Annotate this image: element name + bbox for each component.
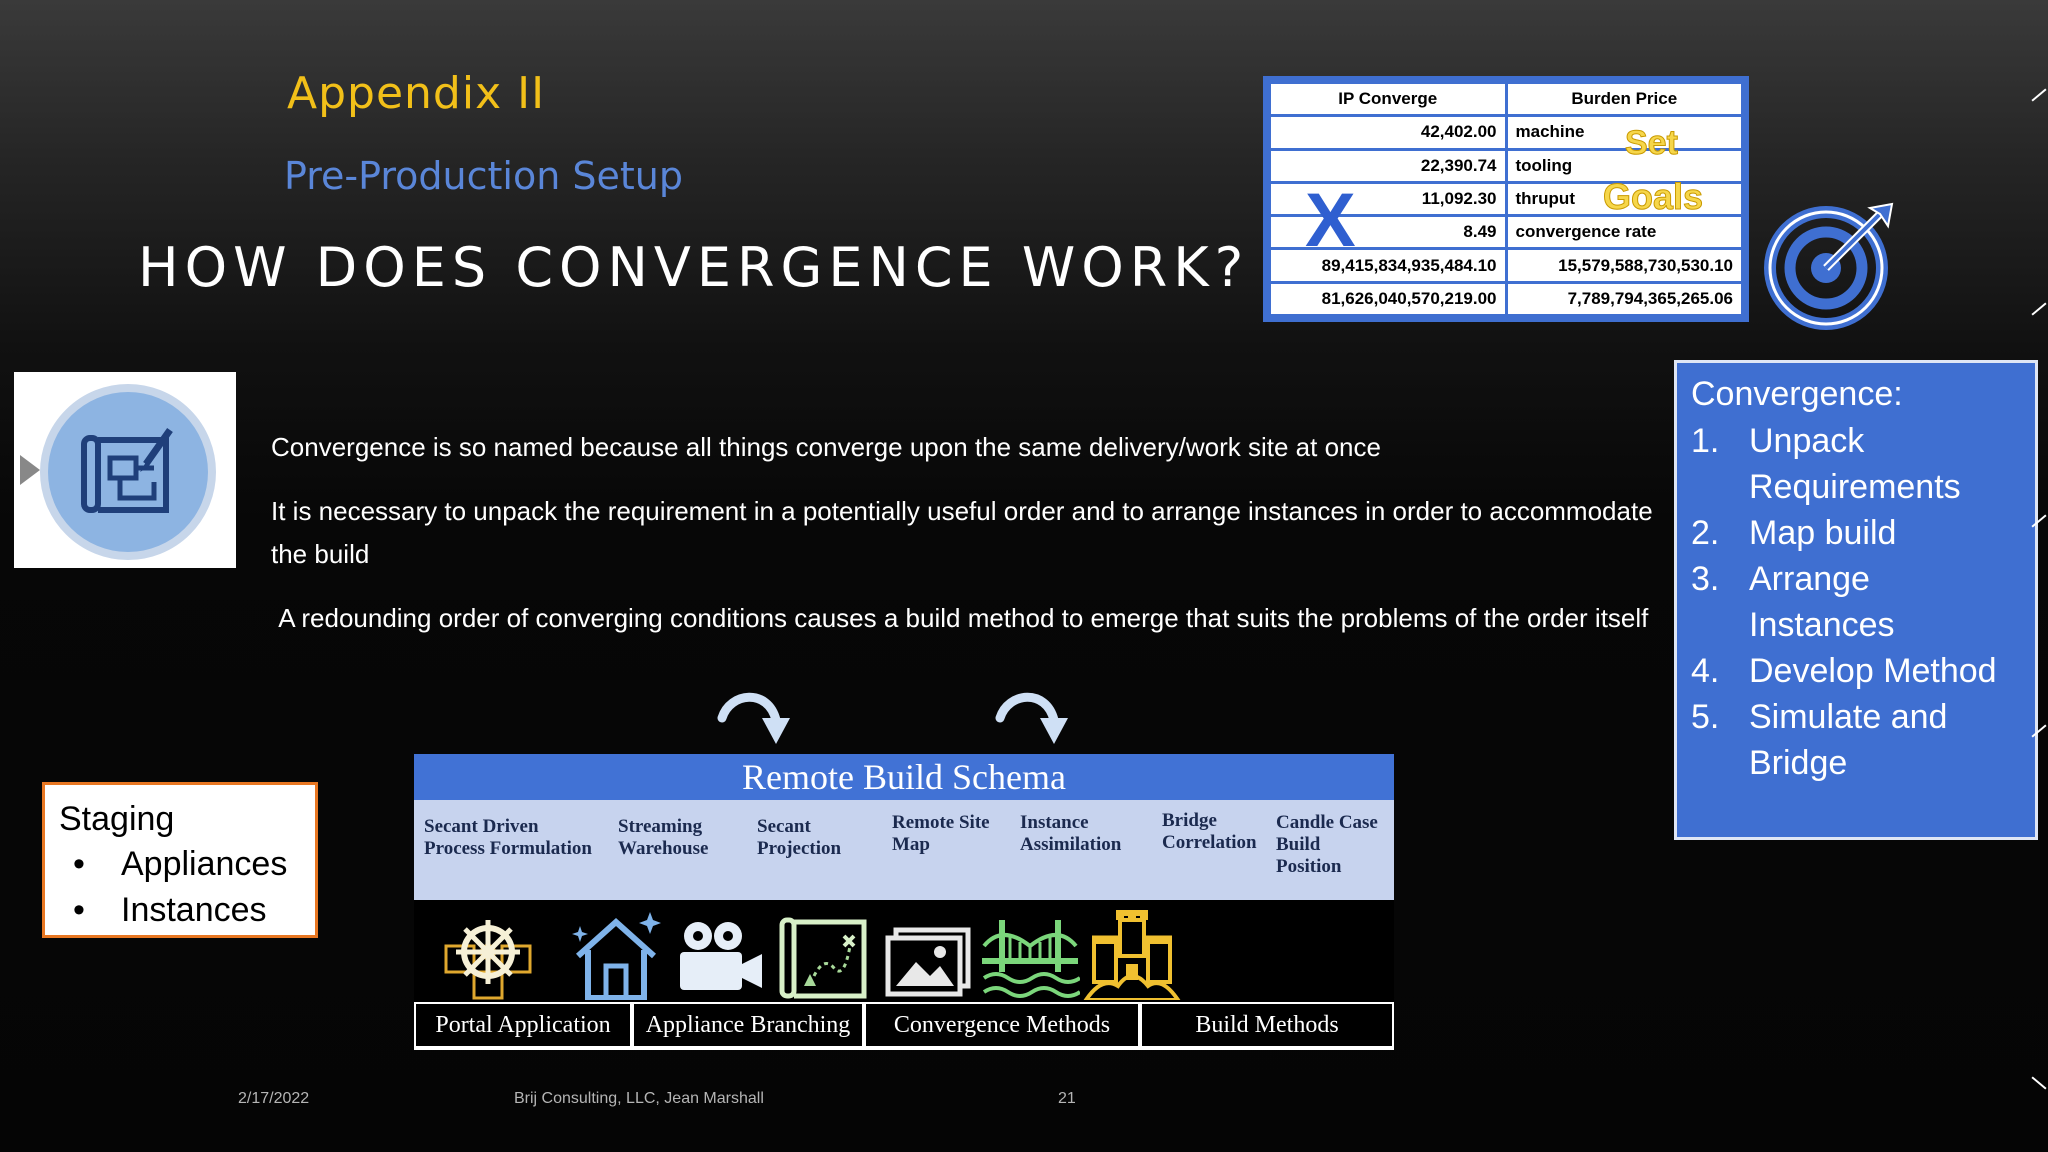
table-cell: convergence rate (1506, 216, 1743, 249)
table-cell: machine (1506, 116, 1743, 149)
footer-author: Brij Consulting, LLC, Jean Marshall (514, 1090, 764, 1107)
list-line: Instances (1749, 606, 1895, 644)
table-cell: 42,402.00 (1270, 116, 1507, 149)
remote-build-schema (414, 754, 1394, 1048)
list-text: Appliances (121, 845, 288, 883)
picture-icon (878, 906, 978, 1006)
list-item (1691, 694, 2021, 786)
staging-title: Staging (59, 800, 175, 838)
bridge-icon (980, 906, 1080, 1006)
table-cell: 7,789,794,365,265.06 (1506, 282, 1743, 315)
table-cell: 89,415,834,935,484.10 (1270, 249, 1507, 282)
list-line: Requirements (1749, 468, 1961, 506)
table-cell: 22,390.74 (1270, 149, 1507, 182)
table-cell: thruput (1506, 182, 1743, 215)
list-item (1691, 510, 2021, 556)
goals-overlay: Goals (1603, 176, 1704, 217)
set-overlay: Set (1625, 124, 1678, 162)
castle-icon (1082, 906, 1182, 1006)
blueprint-icon (74, 418, 184, 528)
staging-list (59, 841, 301, 933)
schema-label: Remote Site Map (892, 812, 990, 855)
target-icon (1760, 196, 1900, 336)
list-item (1691, 418, 2021, 510)
schema-footer-segment: Appliance Branching (634, 1004, 862, 1046)
schema-label: Secant Projection (757, 816, 842, 859)
schema-label: Instance Assimilation (1020, 812, 1122, 855)
list-line: Bridge (1749, 744, 1848, 782)
play-arrow-icon[interactable] (20, 455, 40, 485)
schema-label: Candle Case Build Position (1276, 812, 1378, 877)
table-cell: 11,092.30 (1270, 182, 1507, 215)
schema-labels (414, 800, 1394, 900)
list-item (73, 887, 301, 933)
list-number: 3. (1691, 560, 1720, 598)
convergence-steps-box (1674, 360, 2038, 840)
list-item (1691, 648, 2021, 694)
convergence-list (1691, 418, 2021, 786)
schema-footer-segment: Convergence Methods (866, 1004, 1138, 1046)
house-icon (566, 906, 666, 1006)
bullet-icon: • (73, 845, 85, 883)
list-text: Instances (121, 891, 267, 929)
list-line: Simulate and (1749, 698, 1948, 736)
convergence-title: Convergence: (1691, 375, 1903, 413)
schema-label: Bridge Correlation (1162, 810, 1257, 853)
list-text (1749, 418, 1961, 510)
schema-title: Remote Build Schema (414, 754, 1394, 800)
schema-footer-segment: Portal Application (416, 1004, 630, 1046)
curved-arrow-icon (994, 684, 1074, 748)
list-text (1749, 694, 1947, 786)
paragraph: It is necessary to unpack the requirement in a potentially useful order and to arrange instances in order to accommodate the build (271, 496, 1653, 569)
table-header: IP Converge (1270, 83, 1507, 116)
footer-date: 2/17/2022 (238, 1090, 310, 1107)
helm-icon (438, 906, 538, 1006)
table-cell: tooling (1506, 149, 1743, 182)
schema-icons (414, 900, 1394, 1012)
schema-label: Streaming Warehouse (618, 816, 709, 859)
footer-page-number: 21 (1058, 1090, 1076, 1107)
list-line: Arrange (1749, 560, 1870, 598)
camera-icon (670, 906, 770, 1006)
paragraph: Convergence is so named because all things converge upon the same delivery/work site at once (271, 432, 1381, 462)
list-number: 2. (1691, 514, 1720, 552)
list-number: 1. (1691, 422, 1720, 460)
table-cell: 81,626,040,570,219.00 (1270, 282, 1507, 315)
list-text: Develop Method (1749, 652, 1997, 690)
schema-footer-segment: Build Methods (1142, 1004, 1392, 1046)
list-text (1749, 556, 1895, 648)
table-header: Burden Price (1506, 83, 1743, 116)
list-text: Map build (1749, 514, 1897, 552)
schema-label: Secant Driven Process Formulation (424, 816, 592, 859)
curved-arrow-icon (716, 684, 796, 748)
list-item (73, 841, 301, 887)
table-cell: 15,579,588,730,530.10 (1506, 249, 1743, 282)
slide-subtitle: Pre-Production Setup (284, 154, 683, 198)
slide-title: HOW DOES CONVERGENCE WORK? (138, 236, 1250, 299)
staging-box (42, 782, 318, 938)
table-cell: 8.49 (1270, 216, 1507, 249)
schema-footer (414, 1000, 1394, 1050)
bullet-icon: • (73, 891, 85, 929)
list-line: Unpack (1749, 422, 1865, 460)
list-item (1691, 556, 2021, 648)
list-number: 4. (1691, 652, 1720, 690)
appendix-label: Appendix II (287, 68, 546, 119)
paragraph: A redounding order of converging conditions causes a build method to emerge that suits the problems of the order itself (271, 603, 1649, 633)
map-icon (774, 906, 874, 1006)
list-number: 5. (1691, 698, 1720, 736)
x-overlay: X (1305, 178, 1356, 263)
